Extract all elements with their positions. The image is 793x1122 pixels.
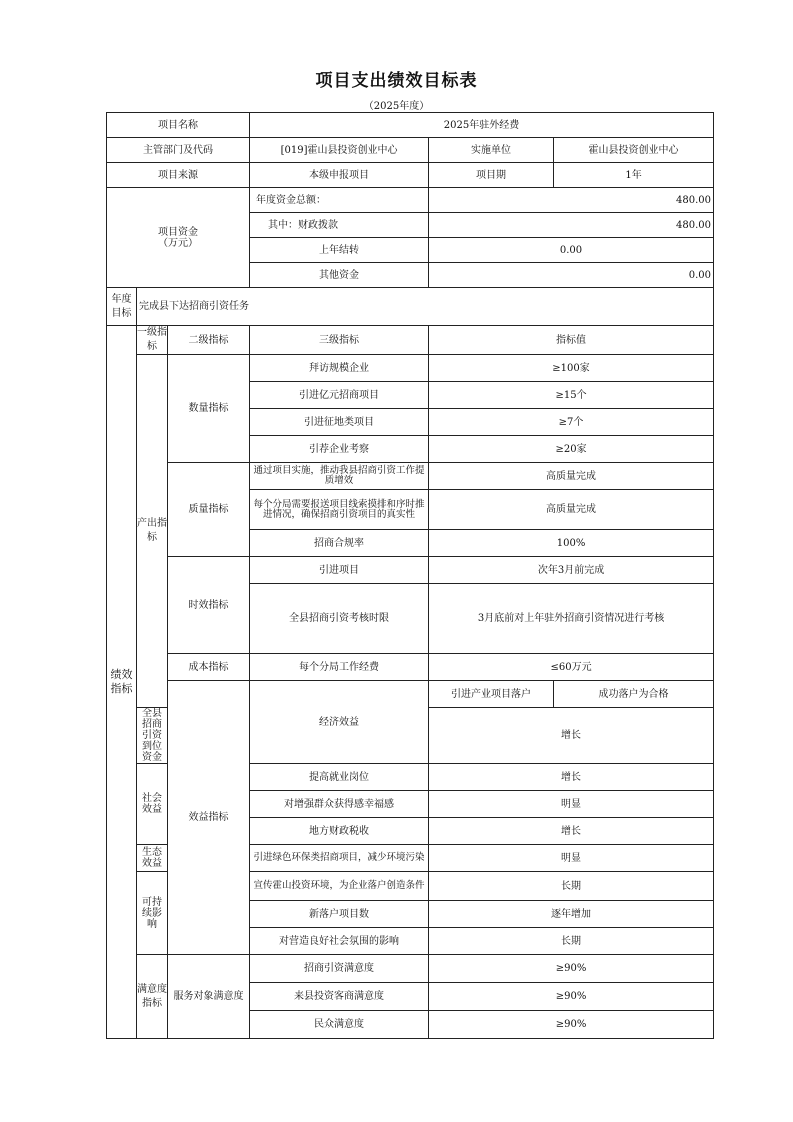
indicator-name: 引进亿元招商项目	[250, 382, 429, 409]
indicator-value: 明显	[429, 791, 714, 818]
funds-carryover-label: 上年结转	[250, 238, 429, 263]
indicator-value: 高质量完成	[429, 490, 714, 530]
indicator-value: 100%	[429, 530, 714, 557]
funds-total-label: 年度资金总额：	[250, 188, 429, 213]
funds-row-total	[107, 188, 714, 213]
indicator-name: 全县招商引资考核时限	[250, 584, 429, 654]
source-label: 项目来源	[107, 163, 250, 188]
indicator-name: 每个分局工作经费	[250, 654, 429, 681]
indicator-name: 民众满意度	[250, 1011, 429, 1039]
funds-label-line2: （万元）	[158, 237, 199, 249]
indicator-value: 3月底前对上年驻外招商引资情况进行考核	[429, 584, 714, 654]
indicator-value: 增长	[429, 818, 714, 845]
indicator-value: ≤60万元	[429, 654, 714, 681]
indicator-value: 增长	[429, 764, 714, 791]
performance-target-table	[106, 112, 714, 1039]
indicator-value: 次年3月前完成	[429, 557, 714, 584]
indicator-name: 招商引资满意度	[250, 955, 429, 983]
quality-indicators-label: 质量指标	[168, 463, 250, 557]
funds-finance-value: 480.00	[429, 213, 714, 238]
indicator-name: 引进绿色环保类招商项目，减少环境污染	[250, 845, 429, 872]
project-name-value: 2025年驻外经费	[250, 113, 714, 138]
funds-other-value: 0.00	[429, 263, 714, 288]
performance-indicators-label: 绩效指标	[107, 326, 137, 1039]
table-row	[107, 955, 714, 983]
satisfaction-indicators-label: 满意度指标	[137, 955, 168, 1039]
indicator-name: 拜访规模企业	[250, 355, 429, 382]
indicator-value: 成功落户为合格	[554, 681, 714, 708]
indicator-value: 高质量完成	[429, 463, 714, 490]
indicator-value: ≥90%	[429, 955, 714, 983]
indicator-name: 全县招商引资到位资金	[137, 708, 168, 764]
period-label: 项目期	[429, 163, 554, 188]
goal-label	[107, 288, 137, 326]
indicator-value: 明显	[429, 845, 714, 872]
project-name-label: 项目名称	[107, 113, 250, 138]
funds-label	[107, 188, 250, 288]
table-row	[107, 681, 714, 708]
output-indicators-label: 产出指标	[137, 355, 168, 708]
goal-row	[107, 288, 714, 326]
indicator-value: 长期	[429, 928, 714, 955]
funds-carryover-value: 0.00	[429, 238, 714, 263]
funds-other-label: 其他资金	[250, 263, 429, 288]
indicator-name: 新落户项目数	[250, 901, 429, 928]
source-value: 本级申报项目	[250, 163, 429, 188]
indicator-name: 对增强群众获得感幸福感	[250, 791, 429, 818]
cost-indicators-label: 成本指标	[168, 654, 250, 681]
indicator-name: 引进征地类项目	[250, 409, 429, 436]
indicator-value: ≥15个	[429, 382, 714, 409]
indicator-value: ≥90%	[429, 1011, 714, 1039]
indicator-value: 逐年增加	[429, 901, 714, 928]
benefit-indicators-label: 效益指标	[168, 681, 250, 955]
impl-unit-value: 霍山县投资创业中心	[554, 138, 714, 163]
impl-unit-label: 实施单位	[429, 138, 554, 163]
indicator-name: 来县投资客商满意度	[250, 983, 429, 1011]
header-level2: 二级指标	[168, 326, 250, 355]
indicator-name: 对营造良好社会氛围的影响	[250, 928, 429, 955]
dept-value: [019]霍山县投资创业中心	[250, 138, 429, 163]
indicator-name: 引进产业项目落户	[429, 681, 554, 708]
social-benefit-label: 社会效益	[137, 764, 168, 845]
table-row	[107, 355, 714, 382]
funds-finance-label: 其中：财政拨款	[250, 213, 429, 238]
page-title: 项目支出绩效目标表	[315, 71, 478, 91]
funds-total-value: 480.00	[429, 188, 714, 213]
period-value: 1年	[554, 163, 714, 188]
quantity-indicators-label: 数量指标	[168, 355, 250, 463]
indicator-name: 引进项目	[250, 557, 429, 584]
indicator-header-row	[107, 326, 714, 355]
indicator-value: ≥20家	[429, 436, 714, 463]
service-satisfaction-label: 服务对象满意度	[168, 955, 250, 1039]
header-value: 指标值	[429, 326, 714, 355]
info-row-source	[107, 163, 714, 188]
goal-label-line2: 目标	[111, 307, 132, 319]
dept-label: 主管部门及代码	[107, 138, 250, 163]
indicator-value: ≥7个	[429, 409, 714, 436]
page-subtitle-year: （2025年度）	[363, 101, 430, 112]
table-row	[107, 463, 714, 490]
goal-value: 完成县下达招商引资任务	[137, 288, 714, 326]
indicator-value: ≥90%	[429, 983, 714, 1011]
indicator-value: 增长	[429, 708, 714, 764]
eco-benefit-label: 生态效益	[137, 845, 168, 872]
header-level1: 一级指标	[137, 326, 168, 355]
indicator-name: 招商合规率	[250, 530, 429, 557]
info-row-dept	[107, 138, 714, 163]
sustain-impact-label: 可持续影响	[137, 872, 168, 955]
table-row	[107, 654, 714, 681]
header-level3: 三级指标	[250, 326, 429, 355]
indicator-name: 提高就业岗位	[250, 764, 429, 791]
funds-label-line1: 项目资金	[158, 226, 199, 238]
time-indicators-label: 时效指标	[168, 557, 250, 654]
indicator-name: 通过项目实施，推动我县招商引资工作提质增效	[250, 463, 429, 490]
indicator-name: 引荐企业考察	[250, 436, 429, 463]
indicator-name: 宣传霍山投资环境，为企业落户创造条件	[250, 872, 429, 901]
indicator-value: 长期	[429, 872, 714, 901]
indicator-value: ≥100家	[429, 355, 714, 382]
economic-benefit-label: 经济效益	[250, 681, 429, 764]
goal-label-line1: 年度	[111, 293, 132, 305]
info-row-name	[107, 113, 714, 138]
indicator-name: 地方财政税收	[250, 818, 429, 845]
table-row	[107, 557, 714, 584]
indicator-name: 每个分局需要报送项目线索摸排和序时推进情况，确保招商引资项目的真实性	[250, 490, 429, 530]
